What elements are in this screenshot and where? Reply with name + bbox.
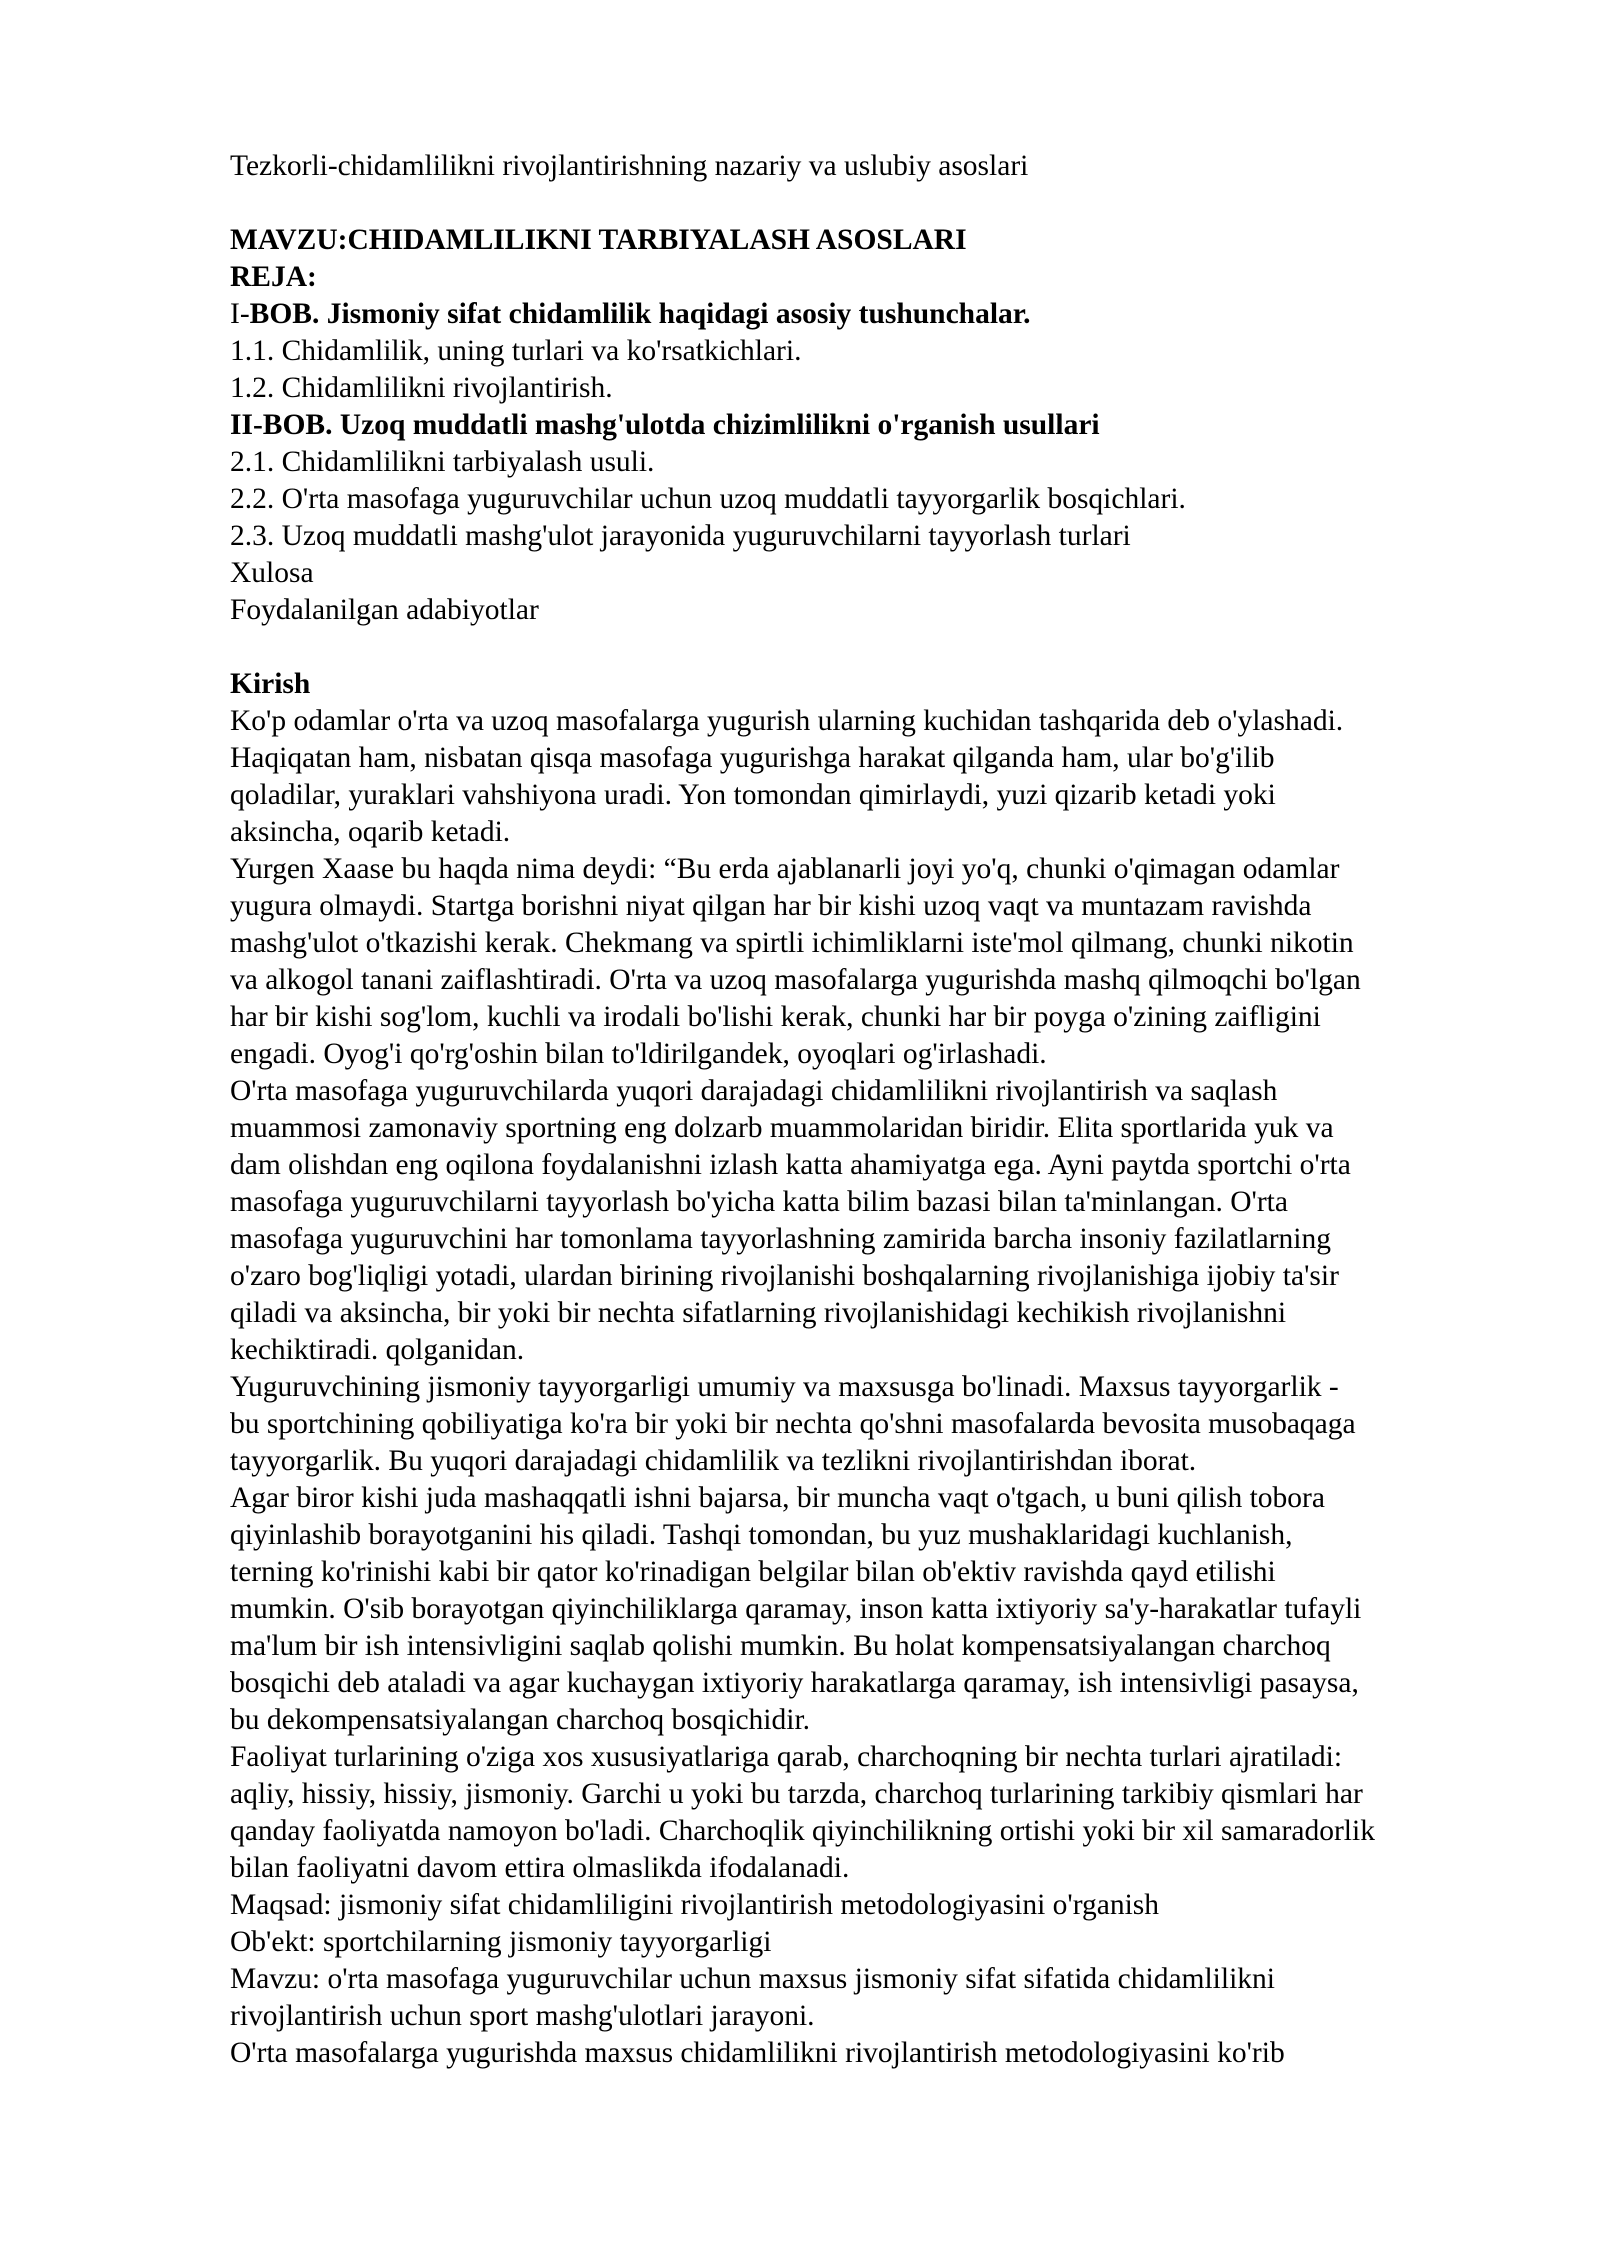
spacer (230, 185, 1530, 222)
plan-item-conclusion: Xulosa (230, 557, 314, 589)
plan-item: 1.2. Chidamlilikni rivojlantirish. (230, 372, 613, 404)
body-line: qanday faoliyatda namoyon bo'ladi. Charchoqlik qiyinchilikning ortishi yoki bir xil samaradorlik (230, 1815, 1375, 1847)
spacer (230, 629, 1530, 666)
body-line: Yurgen Xaase bu haqda nima deydi: “Bu erda ajablanarli joyi yo'q, chunki o'qimagan odamlar (230, 853, 1340, 885)
body-line: qoladilar, yuraklari vahshiyona uradi. Yon tomondan qimirlaydi, yuzi qizarib ketadi yoki (230, 779, 1276, 811)
document-title: Tezkorli-chidamlilikni rivojlantirishning nazariy va uslubiy asoslari (230, 150, 1029, 182)
plan-item-references: Foydalanilgan adabiyotlar (230, 594, 539, 626)
body-line: bu dekompensatsiyalangan charchoq bosqichidir. (230, 1704, 811, 1736)
body-line: Yuguruvchining jismoniy tayyorgarligi umumiy va maxsusga bo'linadi. Maxsus tayyorgarlik - (230, 1371, 1339, 1403)
body-line: Ko'p odamlar o'rta va uzoq masofalarga yugurish ularning kuchidan tashqarida deb o'ylashadi. (230, 705, 1344, 737)
body-line: rivojlantirish uchun sport mashg'ulotlari jarayoni. (230, 2000, 815, 2032)
body-line: ma'lum bir ish intensivligini saqlab qolishi mumkin. Bu holat kompensatsiyalangan charchoq (230, 1630, 1331, 1662)
plan-item: 2.2. O'rta masofaga yuguruvchilar uchun uzoq muddatli tayyorgarlik bosqichlari. (230, 483, 1186, 515)
body-line: Agar biror kishi juda mashaqqatli ishni bajarsa, bir muncha vaqt o'tgach, u buni qilish tobora (230, 1482, 1325, 1514)
chapter-2-heading: II-BOB. Uzoq muddatli mashg'ulotda chizimlilikni o'rganish usullari (230, 409, 1100, 441)
body-line: masofaga yuguruvchilarni tayyorlash bo'yicha katta bilim bazasi bilan ta'minlangan. O'rta (230, 1186, 1288, 1218)
plan-item: 2.1. Chidamlilikni tarbiyalash usuli. (230, 446, 655, 478)
body-line: aqliy, hissiy, hissiy, jismoniy. Garchi u yoki bu tarzda, charchoq turlarining tarkibiy qismlari har (230, 1778, 1363, 1810)
body-line: O'rta masofaga yuguruvchilarda yuqori darajadagi chidamlilikni rivojlantirish va saqlash (230, 1075, 1278, 1107)
body-line: dam olishdan eng oqilona foydalanishni izlash katta ahamiyatga ega. Ayni paytda sportchi o'rta (230, 1149, 1351, 1181)
body-line: terning ko'rinishi kabi bir qator ko'rinadigan belgilar bilan ob'ektiv ravishda qayd etilishi (230, 1556, 1276, 1588)
body-line: mumkin. O'sib borayotgan qiyinchiliklarga qaramay, inson katta ixtiyoriy sa'y-harakatlar tufayli (230, 1593, 1362, 1625)
document-page (230, 148, 1530, 2072)
chapter-1-prefix: I- (230, 298, 250, 330)
body-line: qiyinlashib borayotganini his qiladi. Tashqi tomondan, bu yuz mushaklaridagi kuchlanish, (230, 1519, 1293, 1551)
body-line: bilan faoliyatni davom ettira olmaslikda ifodalanadi. (230, 1852, 850, 1884)
intro-heading: Kirish (230, 668, 311, 700)
body-line: o'zaro bog'liqligi yotadi, ulardan birining rivojlanishi boshqalarning rivojlanishiga ijobiy ta'sir (230, 1260, 1339, 1292)
body-line: engadi. Oyog'i qo'rg'oshin bilan to'ldirilgandek, oyoqlari og'irlashadi. (230, 1038, 1047, 1070)
chapter-1-heading (230, 296, 1530, 333)
body-line: Faoliyat turlarining o'ziga xos xususiyatlariga qarab, charchoqning bir nechta turlari ajratiladi: (230, 1741, 1343, 1773)
body-line: kechiktiradi. qolganidan. (230, 1334, 525, 1366)
body-line: har bir kishi sog'lom, kuchli va irodali bo'lishi kerak, chunki har bir poyga o'zining zaifligini (230, 1001, 1321, 1033)
body-line: mashg'ulot o'tkazishi kerak. Chekmang va spirtli ichimliklarni iste'mol qilmang, chunki nikotin (230, 927, 1354, 959)
body-line: yugura olmaydi. Startga borishni niyat qilgan har bir kishi uzoq vaqt va muntazam ravishda (230, 890, 1312, 922)
body-line: va alkogol tanani zaiflashtiradi. O'rta va uzoq masofalarga yugurishda mashq qilmoqchi bo'lgan (230, 964, 1361, 996)
body-line: O'rta masofalarga yugurishda maxsus chidamlilikni rivojlantirish metodologiyasini ko'rib (230, 2037, 1285, 2069)
body-line: masofaga yuguruvchini har tomonlama tayyorlashning zamirida barcha insoniy fazilatlarning (230, 1223, 1331, 1255)
body-line: muammosi zamonaviy sportning eng dolzarb muammolaridan biridir. Elita sportlarida yuk va (230, 1112, 1334, 1144)
body-text (230, 703, 1530, 2072)
body-line: bosqichi deb ataladi va agar kuchaygan ixtiyoriy harakatlarga qaramay, ish intensivligi pasaysa, (230, 1667, 1359, 1699)
chapter-1-title: BOB. Jismoniy sifat chidamlilik haqidagi asosiy tushunchalar. (249, 298, 1031, 330)
body-line: Maqsad: jismoniy sifat chidamliligini rivojlantirish metodologiyasini o'rganish (230, 1889, 1160, 1921)
body-line: Ob'ekt: sportchilarning jismoniy tayyorgarligi (230, 1926, 772, 1958)
body-line: qiladi va aksincha, bir yoki bir nechta sifatlarning rivojlanishidagi kechikish rivojlanishni (230, 1297, 1287, 1329)
body-line: Haqiqatan ham, nisbatan qisqa masofaga yugurishga harakat qilganda ham, ular bo'g'ilib (230, 742, 1275, 774)
topic-heading: MAVZU:CHIDAMLILIKNI TARBIYALASH ASOSLARI (230, 224, 967, 256)
plan-item: 1.1. Chidamlilik, uning turlari va ko'rsatkichlari. (230, 335, 802, 367)
body-line: Mavzu: o'rta masofaga yuguruvchilar uchun maxsus jismoniy sifat sifatida chidamlilikni (230, 1963, 1275, 1995)
body-line: bu sportchining qobiliyatiga ko'ra bir yoki bir nechta qo'shni masofalarda bevosita musobaqaga (230, 1408, 1356, 1440)
plan-label: REJA: (230, 261, 317, 293)
body-line: tayyorgarlik. Bu yuqori darajadagi chidamlilik va tezlikni rivojlantirishdan iborat. (230, 1445, 1197, 1477)
plan-item: 2.3. Uzoq muddatli mashg'ulot jarayonida yuguruvchilarni tayyorlash turlari (230, 520, 1131, 552)
body-line: aksincha, oqarib ketadi. (230, 816, 511, 848)
